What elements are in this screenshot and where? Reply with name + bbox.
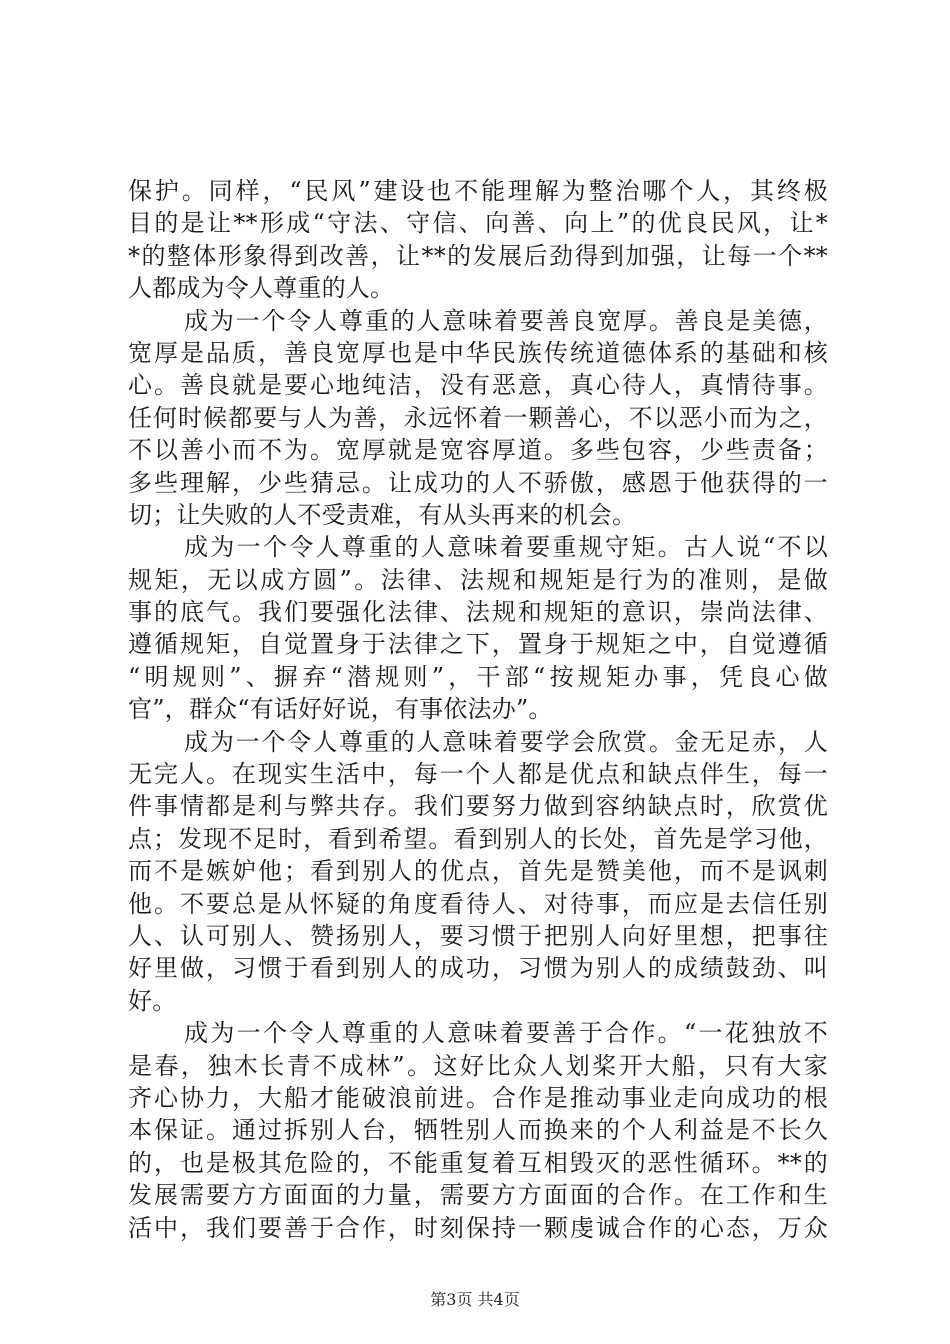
text-line: 好里做，习惯于看到别人的成功，习惯为别人的成绩鼓劲、叫 <box>128 954 828 983</box>
text-line: 遵循规矩，自觉置身于法律之下，置身于规矩之中，自觉遵循 <box>128 630 828 659</box>
paragraph-first-line: 成为一个令人尊重的人意味着要善于合作。“一花独放不 <box>184 1019 828 1048</box>
text-line: “明规则”、摒弃“潜规则”，干部“按规矩办事，凭良心做 <box>128 662 828 691</box>
text-line: 官”，群众“有话好好说，有事依法办”。 <box>128 695 553 724</box>
text-line: 不以善小而不为。宽厚就是宽容厚道。多些包容，少些责备； <box>128 436 828 465</box>
text-line: 任何时候都要与人为善，永远怀着一颗善心，不以恶小而为之， <box>128 403 828 432</box>
text-line: 的，也是极其危险的，不能重复着互相毁灭的恶性循环。**的 <box>128 1148 828 1177</box>
text-line: 活中，我们要善于合作，时刻保持一颗虔诚合作的心态，万众 <box>128 1213 828 1242</box>
text-line: 规矩，无以成方圆”。法律、法规和规矩是行为的准则，是做 <box>128 565 828 594</box>
text-line: *的整体形象得到改善，让**的发展后劲得到加强，让每一个** <box>128 241 828 270</box>
text-line: 本保证。通过拆别人台，牺牲别人而换来的个人利益是不长久 <box>128 1116 828 1145</box>
paragraph-first-line: 成为一个令人尊重的人意味着要重规守矩。古人说“不以 <box>184 533 828 562</box>
page-number-footer: 第3页 共4页 <box>430 1290 520 1309</box>
text-line: 宽厚是品质，善良宽厚也是中华民族传统道德体系的基础和核 <box>128 338 828 367</box>
text-line: 心。善良就是要心地纯洁，没有恶意，真心待人，真情待事。 <box>128 371 828 400</box>
text-line: 人都成为令人尊重的人。 <box>128 274 395 303</box>
text-line: 事的底气。我们要强化法律、法规和规矩的意识，崇尚法律、 <box>128 598 828 627</box>
text-line: 发展需要方方面面的力量，需要方方面面的合作。在工作和生 <box>128 1181 828 1210</box>
text-line: 无完人。在现实生活中，每一个人都是优点和缺点伴生，每一 <box>128 760 828 789</box>
text-line: 是春，独木长青不成林”。这好比众人划桨开大船，只有大家 <box>128 1051 828 1080</box>
paragraph-first-line: 成为一个令人尊重的人意味着要学会欣赏。金无足赤，人 <box>184 727 828 756</box>
text-line: 人、认可别人、赞扬别人，要习惯于把别人向好里想，把事往 <box>128 921 828 950</box>
text-line: 齐心协力，大船才能破浪前进。合作是推动事业走向成功的根 <box>128 1083 828 1112</box>
text-line: 而不是嫉妒他；看到别人的优点，首先是赞美他，而不是讽刺 <box>128 857 828 886</box>
text-line: 点；发现不足时，看到希望。看到别人的长处，首先是学习他， <box>128 824 828 853</box>
text-line: 他。不要总是从怀疑的角度看待人、对待事，而应是去信任别 <box>128 889 828 918</box>
text-line: 保护。同样，“民风”建设也不能理解为整治哪个人，其终极 <box>128 177 828 205</box>
text-line: 多些理解，少些猜忌。让成功的人不骄傲，感恩于他获得的一 <box>128 468 828 497</box>
text-line: 件事情都是利与弊共存。我们要努力做到容纳缺点时，欣赏优 <box>128 792 828 821</box>
text-line: 目的是让**形成“守法、守信、向善、向上”的优良民风，让* <box>128 209 828 238</box>
text-line: 好。 <box>128 986 177 1015</box>
text-line: 切；让失败的人不受责难，有从头再来的机会。 <box>128 500 637 529</box>
paragraph-first-line: 成为一个令人尊重的人意味着要善良宽厚。善良是美德， <box>184 306 828 335</box>
document-body <box>128 175 828 1244</box>
